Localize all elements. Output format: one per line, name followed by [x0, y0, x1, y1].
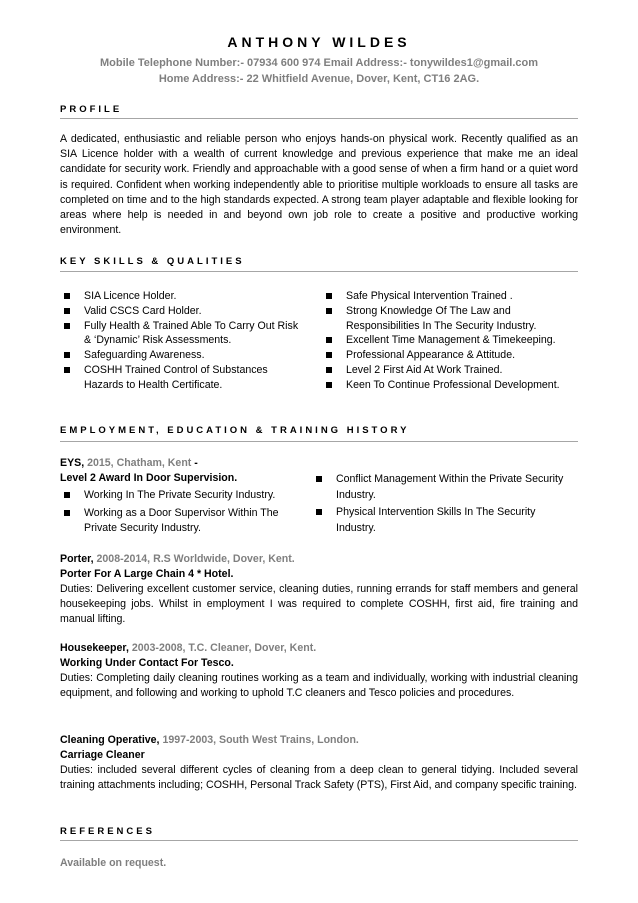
list-item: Safeguarding Awareness.: [60, 348, 300, 363]
list-item: Strong Knowledge Of The Law and Responsibilities In The Security Industry.: [322, 304, 584, 334]
contact-details: Mobile Telephone Number:- 07934 600 974 Email Address:- tonywildes1@gmail.com: [99, 57, 539, 69]
list-item: Valid CSCS Card Holder.: [60, 304, 300, 319]
job-title: Carriage Cleaner: [60, 749, 145, 761]
list-item: Conflict Management Within the Private Security Industry.: [312, 472, 572, 503]
skills-list-left: [60, 289, 300, 393]
job-duties: Duties: Completing daily cleaning routines working as a team and individually, working with industrial cleaning equipment, and following and working to uphold T.C cleaners and Tesco policies and procedures.: [60, 672, 578, 699]
eys-list-right: [312, 472, 572, 536]
list-item: Physical Intervention Skills In The Security Industry.: [312, 505, 572, 536]
eys-list-left: [60, 488, 310, 537]
profile-heading: PROFILE: [60, 104, 123, 115]
list-item: Excellent Time Management & Timekeeping.: [322, 333, 584, 348]
job-title: Working Under Contact For Tesco.: [60, 657, 234, 669]
job-title: Level 2 Award In Door Supervision.: [60, 472, 238, 484]
job-details: 2003-2008, T.C. Cleaner, Dover, Kent.: [131, 642, 317, 654]
job-title: Porter For A Large Chain 4 * Hotel.: [60, 568, 234, 580]
references-heading: REFERENCES: [60, 826, 155, 837]
skills-list-right: [322, 289, 584, 393]
references-text: Available on request.: [60, 857, 167, 869]
job-role: Cleaning Operative,: [60, 734, 160, 746]
list-item: Fully Health & Trained Able To Carry Out Risk & ‘Dynamic’ Risk Assessments.: [60, 319, 300, 349]
job-porter: [60, 552, 578, 627]
list-item: COSHH Trained Control of Substances Hazards to Health Certificate.: [60, 363, 300, 393]
job-duties: Duties: Delivering excellent customer service, cleaning duties, running errands for staff members and general housekeeping jobs. Whilst in employment I was required to complete COSHH, first aid, fire training and manual lifting.: [60, 583, 578, 625]
home-address: Home Address:- 22 Whitfield Avenue, Dover, Kent, CT16 2AG.: [158, 73, 480, 85]
job-role: Porter,: [60, 553, 94, 565]
list-item: Safe Physical Intervention Trained .: [322, 289, 584, 304]
profile-rule: [60, 118, 578, 119]
history-heading: EMPLOYMENT, EDUCATION & TRAINING HISTORY: [60, 425, 410, 436]
job-dash: -: [194, 457, 198, 469]
list-item: Level 2 First Aid At Work Trained.: [322, 363, 584, 378]
skills-rule: [60, 271, 578, 272]
skills-heading: KEY SKILLS & QUALITIES: [60, 256, 245, 267]
job-details: 2008-2014, R.S Worldwide, Dover, Kent.: [96, 553, 295, 565]
list-item: Professional Appearance & Attitude.: [322, 348, 584, 363]
candidate-name: ANTHONY WILDES: [227, 34, 411, 50]
history-rule: [60, 441, 578, 442]
list-item: SIA Licence Holder.: [60, 289, 300, 304]
job-details: 1997-2003, South West Trains, London.: [162, 734, 359, 746]
list-item: Working as a Door Supervisor Within The Private Security Industry.: [60, 506, 310, 537]
list-item: Keen To Continue Professional Development.: [322, 378, 584, 393]
list-item: Working In The Private Security Industry.: [60, 488, 310, 504]
references-rule: [60, 840, 578, 841]
job-org: EYS,: [60, 457, 85, 469]
job-eys: [60, 456, 320, 486]
job-details: 2015, Chatham, Kent: [87, 457, 192, 469]
job-role: Housekeeper,: [60, 642, 129, 654]
job-duties: Duties: included several different cycles of cleaning from a deep clean to general tidying. Included several training attachments including; COSHH, Personal Track Safety (PTS), First Aid, and company specific training.: [60, 764, 578, 791]
job-cleaning-operative: [60, 733, 578, 793]
profile-text: A dedicated, enthusiastic and reliable person who enjoys hands-on physical work. Recently qualified as an SIA Licence holder with a wealth of current knowledge and previous experience that make me an ideal candidate for security work. Friendly and approachable with a good sense of when a firm hand or a quiet word is required. Confident when working independently able to prioritise multiple workloads to ensure all tasks are completed on time and to the high standards expected. A strong team player adaptable and flexible looking for areas where help is needed in and beyond own job role to create a positive and productive working environment.: [60, 133, 578, 237]
job-housekeeper: [60, 641, 578, 701]
